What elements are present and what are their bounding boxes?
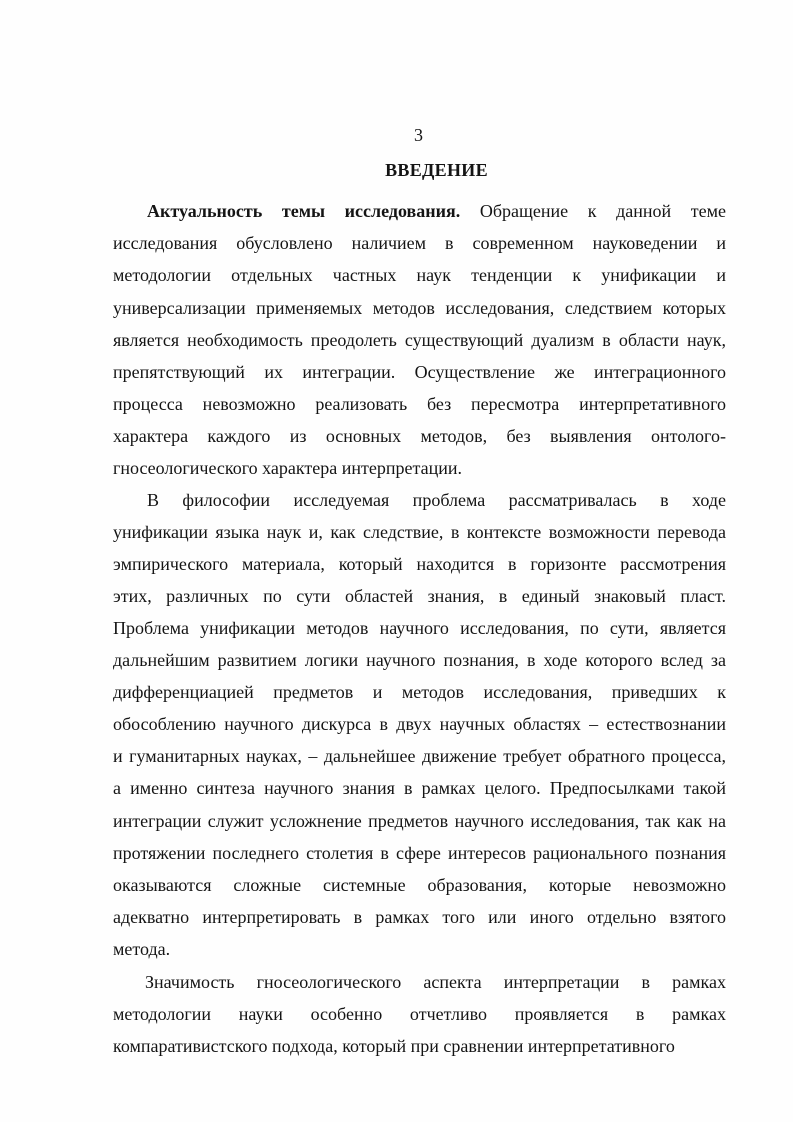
paragraph-2-line-15: метода. bbox=[113, 939, 171, 959]
paragraph-1-line-1 bbox=[147, 200, 726, 222]
paragraph-1-line-8: характера каждого из основных методов, без выявления онтолого- bbox=[113, 426, 726, 446]
paragraph-2-line-5: Проблема унификации методов научного исследования, по сути, является bbox=[113, 618, 726, 638]
paragraph-3-line-3: компаративистского подхода, который при сравнении интерпретативного bbox=[113, 1036, 675, 1056]
paragraph-1-line-2: исследования обусловлено наличием в современном науковедении и bbox=[113, 233, 726, 253]
paragraph-2-line-14: адекватно интерпретировать в рамках того или иного отдельно взятого bbox=[113, 907, 726, 927]
paragraph-2-line-10: а именно синтеза научного знания в рамках целого. Предпосылками такой bbox=[113, 778, 726, 798]
paragraph-1-line-1-text: Обращение к данной теме bbox=[479, 201, 726, 221]
paragraph-1-line-6: препятствующий их интеграции. Осуществление же интеграционного bbox=[113, 362, 726, 382]
paragraph-1-lead: Актуальность темы исследования. bbox=[147, 201, 461, 221]
paragraph-2-line-4: этих, различных по сути областей знания, в единый знаковый пласт. bbox=[113, 586, 726, 606]
paragraph-1-line-5: является необходимость преодолеть существующий дуализм в области наук, bbox=[113, 330, 726, 350]
paragraph-2-line-12: протяжении последнего столетия в сфере интересов рационального познания bbox=[113, 843, 726, 863]
paragraph-2-line-7: дифференциацией предметов и методов исследования, приведших к bbox=[113, 682, 726, 702]
paragraph-3-line-2: методологии науки особенно отчетливо проявляется в рамках bbox=[113, 1004, 726, 1024]
paragraph-2-line-8: обособлению научного дискурса в двух научных областях – естествознании bbox=[113, 714, 726, 734]
paragraph-2-line-6: дальнейшим развитием логики научного познания, в ходе которого вслед за bbox=[113, 650, 726, 670]
paragraph-2-line-11: интеграции служит усложнение предметов научного исследования, так как на bbox=[113, 811, 726, 831]
paragraph-3-line-1: Значимость гносеологического аспекта интерпретации в рамках bbox=[145, 972, 726, 992]
paragraph-2-line-3: эмпирического материала, который находится в горизонте рассмотрения bbox=[113, 554, 726, 574]
paragraph-2-line-13: оказываются сложные системные образования, которые невозможно bbox=[113, 875, 726, 895]
paragraph-2-line-1: В философии исследуемая проблема рассматривалась в ходе bbox=[147, 490, 726, 510]
section-heading: ВВЕДЕНИЕ bbox=[385, 160, 488, 180]
page-number: 3 bbox=[414, 125, 423, 145]
paragraph-1-line-4: универсализации применяемых методов исследования, следствием которых bbox=[113, 298, 726, 318]
paragraph-1-line-7: процесса невозможно реализовать без пересмотра интерпретативного bbox=[113, 394, 726, 414]
paragraph-2-line-2: унификации языка наук и, как следствие, в контексте возможности перевода bbox=[113, 522, 726, 542]
paragraph-1-line-9: гносеологического характера интерпретации. bbox=[113, 458, 462, 478]
paragraph-1-line-3: методологии отдельных частных наук тенденции к унификации и bbox=[113, 265, 726, 285]
paragraph-2-line-9: и гуманитарных науках, – дальнейшее движение требует обратного процесса, bbox=[113, 746, 726, 766]
